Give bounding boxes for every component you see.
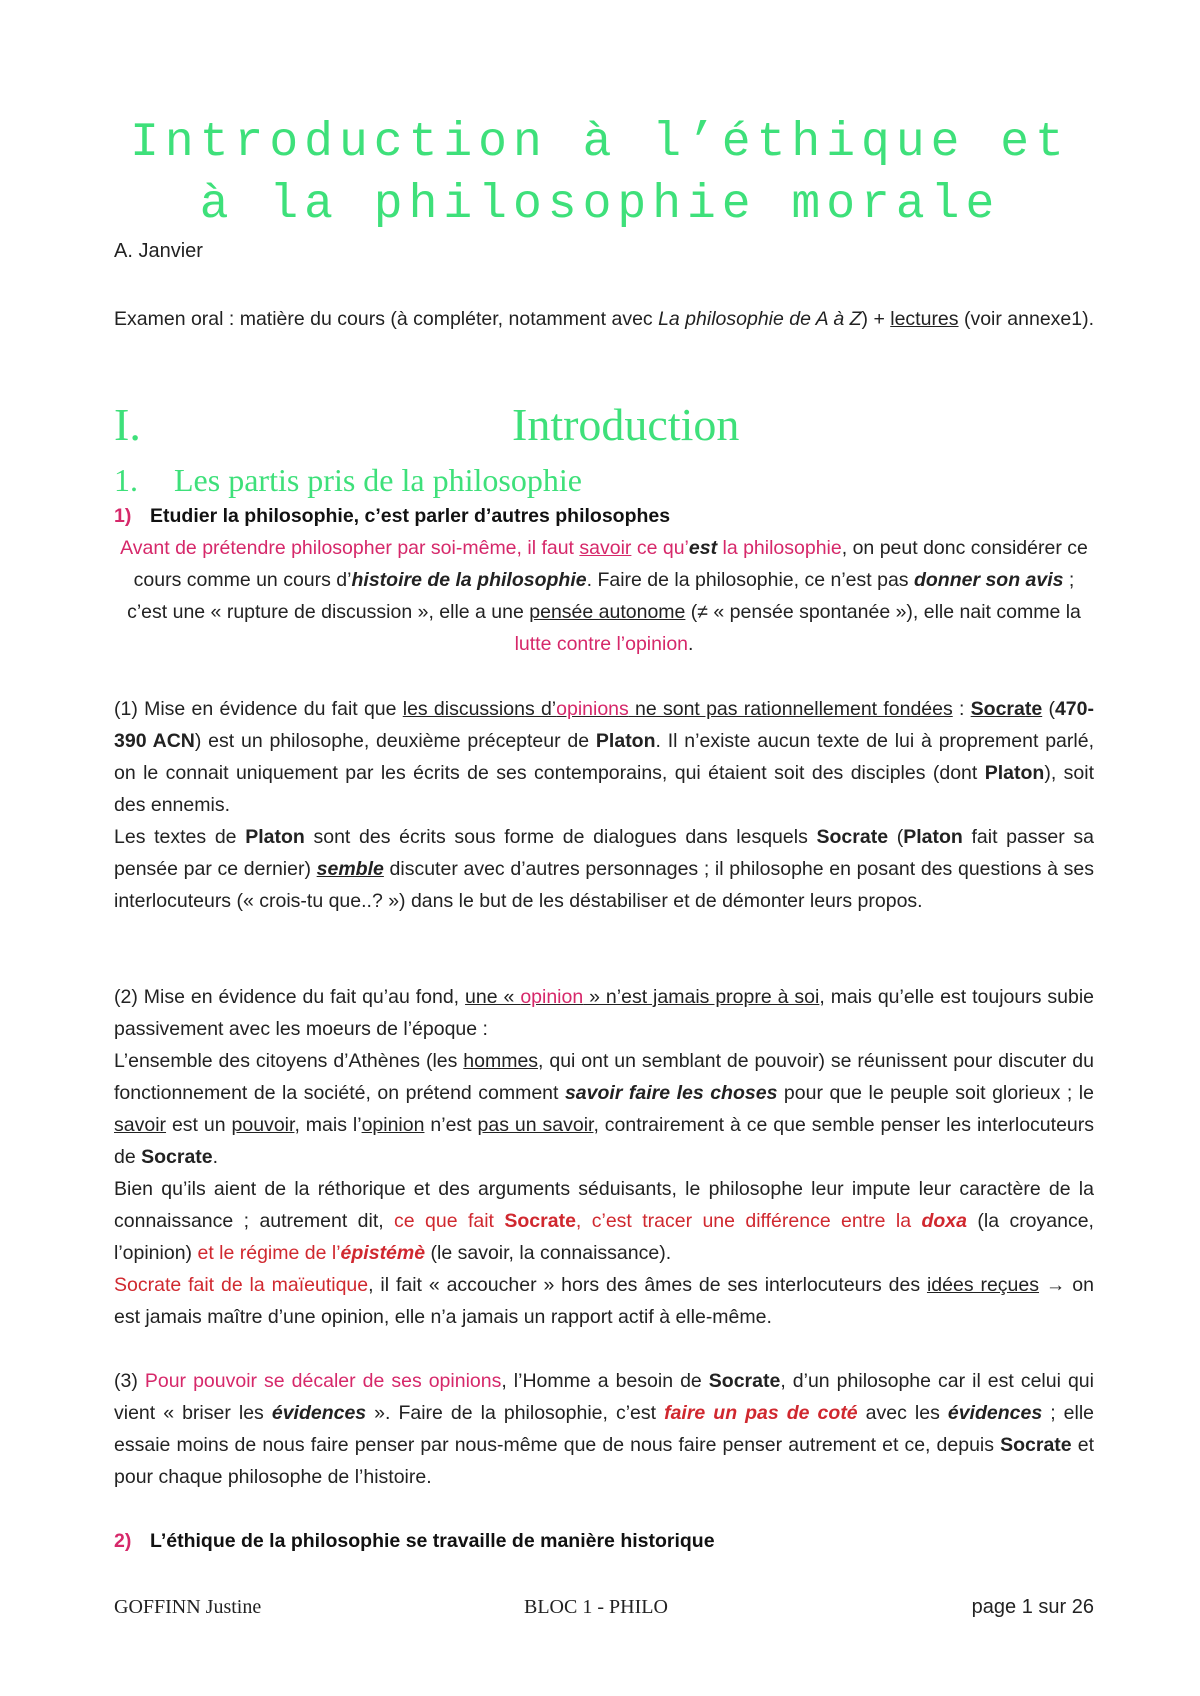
paragraph-7: (3) Pour pouvoir se décaler de ses opinions, l’Homme a besoin de Socrate, d’un philosophe car il est celui qui vient « briser les évidences ». Faire de la philosophie, c’est faire un pas de coté avec les évidences ; elle essaie moins de nous faire penser par nous-même que de nous faire penser autrement et ce, depuis Socrate et pour chaque philosophe de l’histoire. bbox=[114, 1370, 1094, 1488]
point-number-1: 1) bbox=[114, 505, 132, 527]
footer-course: BLOC 1 - PHILO bbox=[524, 1596, 668, 1618]
lectures-link: lectures bbox=[890, 308, 959, 330]
point-heading-2 bbox=[114, 1530, 715, 1553]
point-heading-1 bbox=[114, 505, 670, 528]
section-heading bbox=[114, 398, 1094, 458]
paragraph-2: Les textes de Platon sont des écrits sous forme de dialogues dans lesquels Socrate (Platon fait passer sa pensée par ce dernier) semble discuter avec d’autres personnages ; il philosophe en posant des questions à ses interlocuteurs (« crois-tu que..? ») dans le but de les déstabiliser et de démonter leurs propos. bbox=[114, 826, 1094, 912]
document-title bbox=[100, 112, 1100, 236]
paragraph-5: Bien qu’ils aient de la réthorique et des arguments séduisants, le philosophe leur impute leur caractère de la connaissance ; autrement dit, ce que fait Socrate, c’est tracer une différence entre la doxa (la croyance, l’opinion) et le régime de l’épistémè (le savoir, la connaissance). bbox=[114, 1178, 1094, 1264]
subsection-number: 1. bbox=[114, 462, 138, 498]
paragraph-4: L’ensemble des citoyens d’Athènes (les hommes, qui ont un semblant de pouvoir) se réunissent pour discuter du fonctionnement de la société, on prétend comment savoir faire les choses pour que le peuple soit glorieux ; le savoir est un pouvoir, mais l’opinion n’est pas un savoir, contrairement à ce que semble penser les interlocuteurs de Socrate. bbox=[114, 1050, 1094, 1168]
paragraph-3: (2) Mise en évidence du fait qu’au fond, une « opinion » n’est jamais propre à soi, mais qu’elle est toujours subie passivement avec les moeurs de l’époque : bbox=[114, 986, 1095, 1040]
paragraph-1: (1) Mise en évidence du fait que les discussions d’opinions ne sont pas rationnellement fondées : Socrate (470-390 ACN) est un philosophe, deuxième précepteur de Platon. Il n’existe aucun texte de lui à proprement parlé, on le connait uniquement par les écrits de ses contemporains, qui étaient soit des disciples (dont Platon), soit des ennemis. bbox=[114, 698, 1094, 816]
book-title: La philosophie de A à Z bbox=[658, 308, 862, 330]
footer-author: GOFFINN Justine bbox=[114, 1596, 262, 1618]
exam-info: Examen oral : matière du cours (à compléter, notamment avec La philosophie de A à Z) + lectures (voir annexe1). bbox=[114, 308, 1095, 330]
section-title: Introduction bbox=[512, 399, 740, 450]
title-line-2: à la philosophie morale bbox=[199, 178, 1001, 232]
point-title-1: Etudier la philosophie, c’est parler d’autres philosophes bbox=[150, 505, 671, 527]
intro-paragraph: Avant de prétendre philosopher par soi-même, il faut savoir ce qu’est la philosophie, on peut donc considérer ce cours comme un cours d’histoire de la philosophie. Faire de la philosophie, ce n’est pas donner son avis ; c’est une « rupture de discussion », elle a une pensée autonome (≠ « pensée spontanée »), elle nait comme la lutte contre l’opinion. bbox=[120, 537, 1088, 655]
author: A. Janvier bbox=[114, 240, 203, 262]
subsection-heading bbox=[114, 462, 582, 499]
point-number-2: 2) bbox=[114, 1530, 132, 1552]
subsection-title: Les partis pris de la philosophie bbox=[174, 462, 582, 498]
title-line-1: Introduction à l’éthique et bbox=[130, 116, 1070, 170]
footer-page-number: page 1 sur 26 bbox=[971, 1596, 1094, 1618]
section-number: I. bbox=[114, 399, 141, 450]
point-title-2: L’éthique de la philosophie se travaille de manière historique bbox=[150, 1530, 715, 1552]
paragraph-6: Socrate fait de la maïeutique, il fait « accoucher » hors des âmes de ses interlocuteurs des idées reçues → on est jamais maître d’une opinion, elle n’a jamais un rapport actif à elle-même. bbox=[114, 1274, 1094, 1328]
